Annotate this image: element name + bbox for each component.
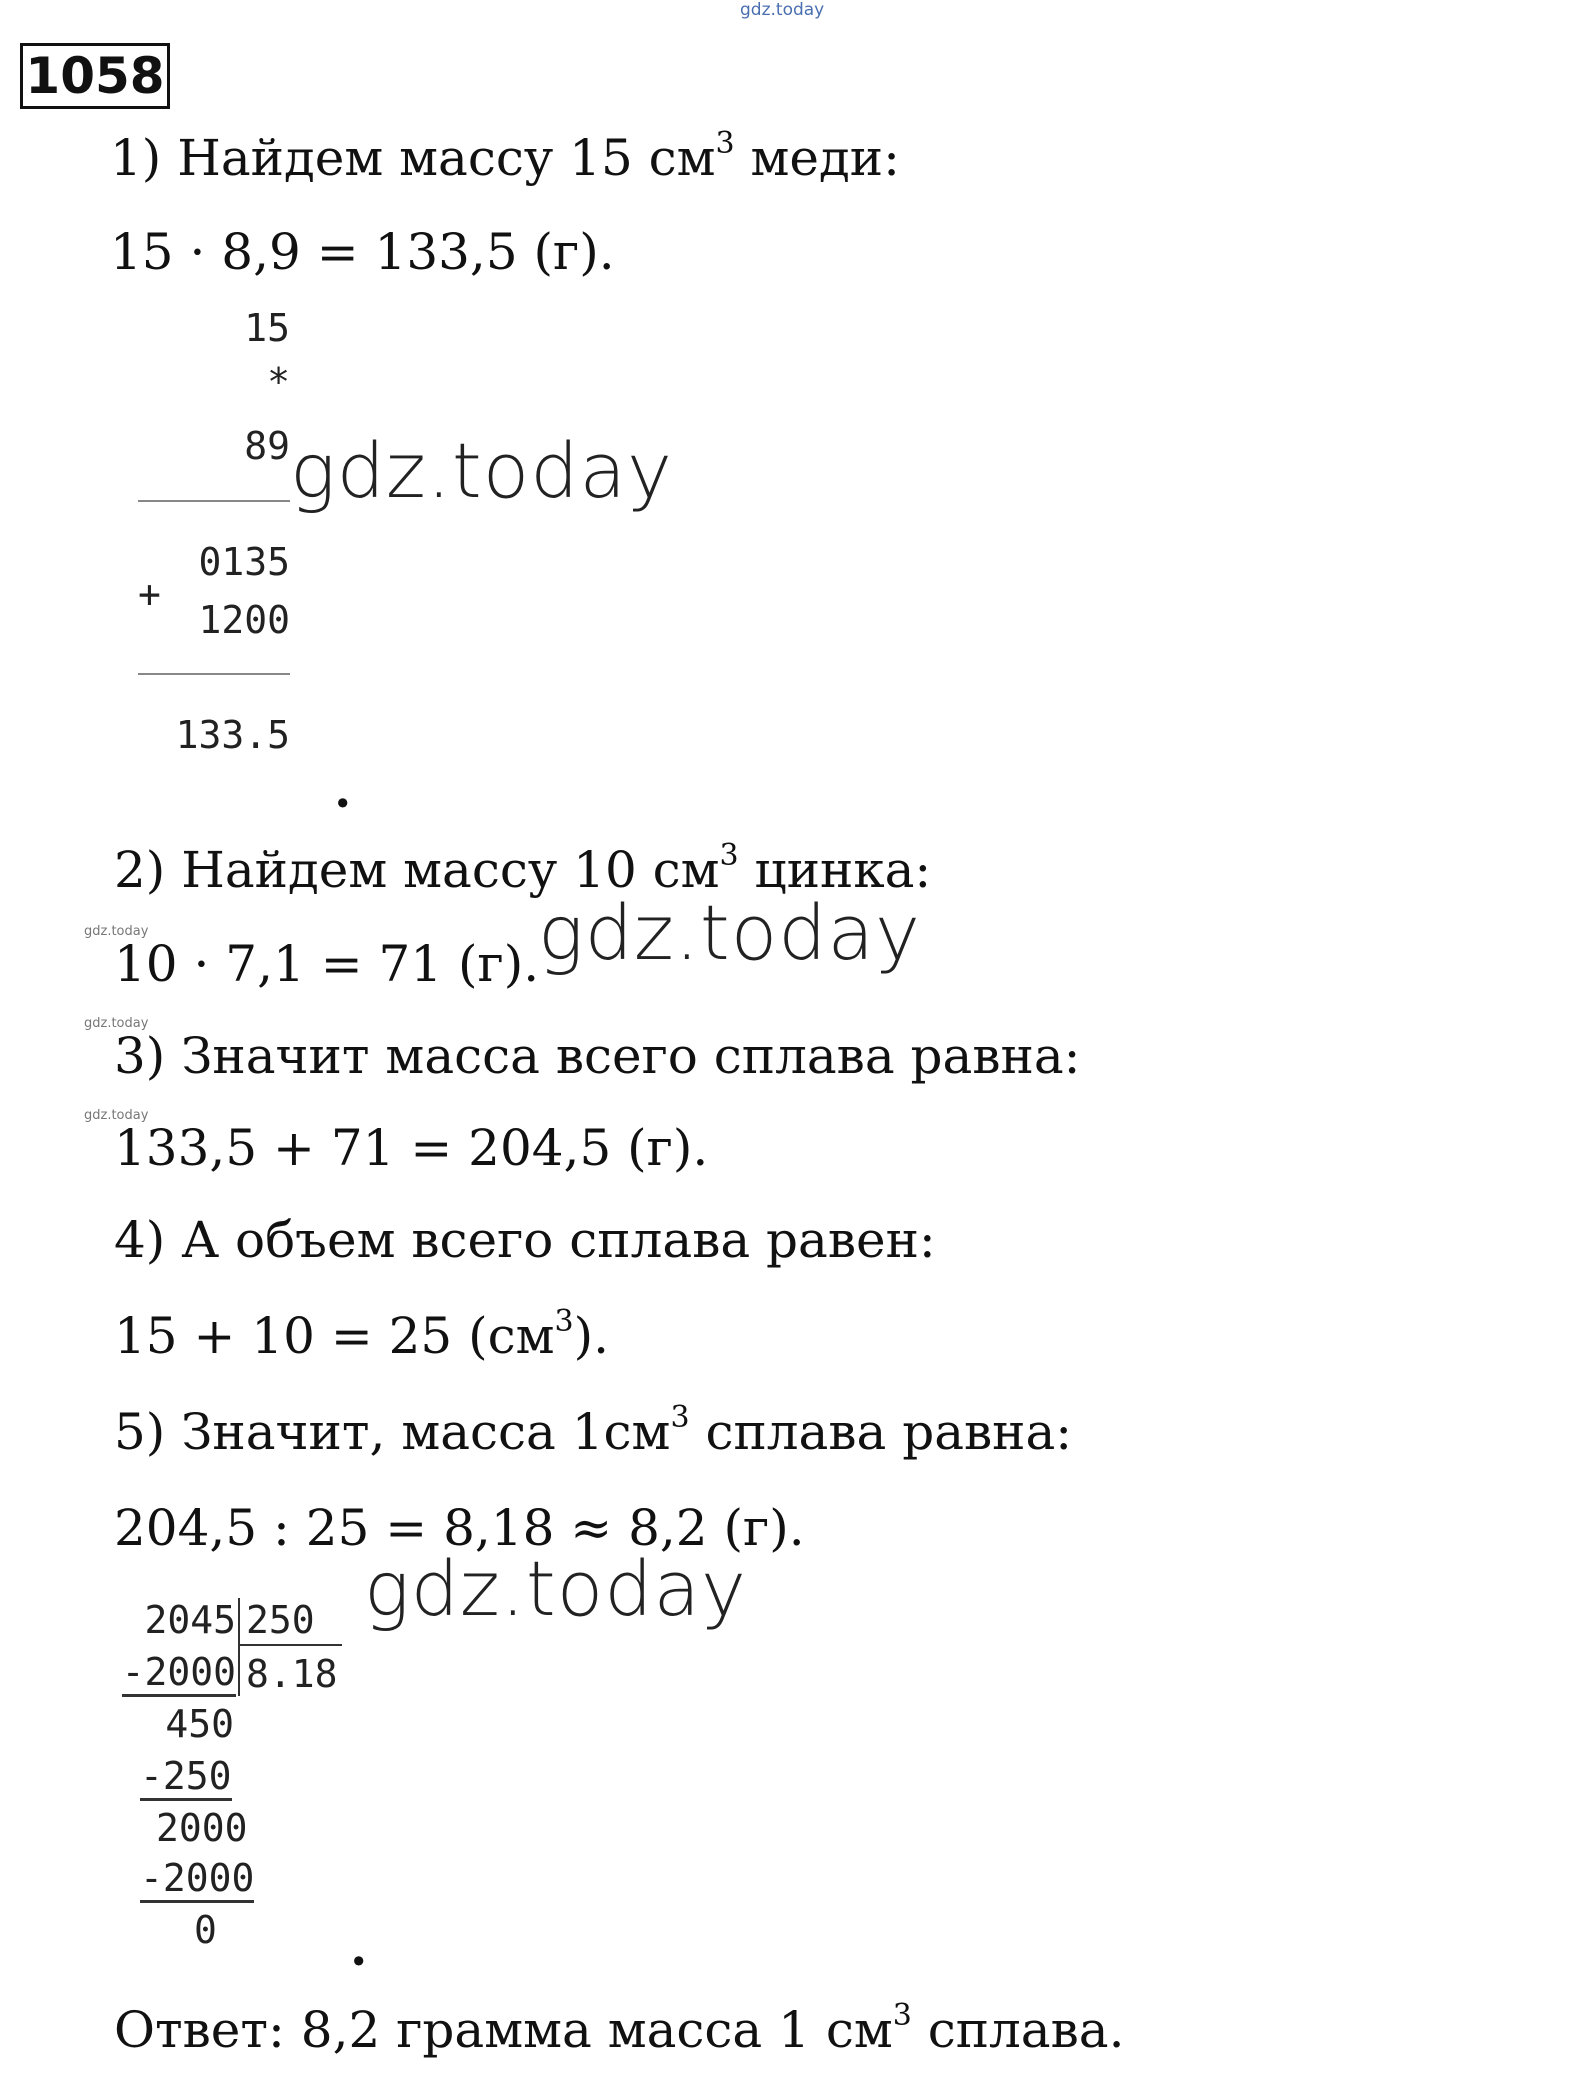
step-5-text: 5) Значит, масса $1см^3$ сплава равна:	[114, 1400, 1073, 1461]
mult-partial-1: 0135	[198, 540, 290, 584]
problem-number: 1058	[20, 43, 170, 109]
div-vertical-rule	[238, 1598, 240, 1696]
watermark-small-2: gdz.today	[84, 1016, 149, 1031]
mult-plus-sign: +	[138, 572, 161, 616]
div-dividend: 2045	[144, 1598, 236, 1642]
mult-factor-a: 15	[244, 306, 290, 350]
step-4-text: 4) А объем всего сплава равен:	[114, 1211, 936, 1269]
watermark-gdz-2: gdz.today	[538, 888, 921, 977]
div-row-3: -250	[140, 1754, 232, 1798]
watermark-gdz-1: gdz.today	[290, 426, 673, 515]
mult-factor-b: 89	[244, 424, 290, 468]
div-quotient: 8.18	[246, 1652, 338, 1696]
div-row-4: 2000	[156, 1806, 248, 1850]
watermark-small-3: gdz.today	[84, 1108, 149, 1123]
div-row-5: -2000	[140, 1856, 254, 1900]
step-1-text: 1) Найдем массу 15 $см^3$ меди:	[110, 126, 900, 187]
div-end-dot: .	[350, 1918, 368, 1977]
mult-end-dot: .	[334, 760, 352, 819]
div-divisor-rule	[240, 1644, 342, 1646]
mult-rule-1	[138, 500, 290, 502]
step-2-text: 2) Найдем массу 10 $см^3$ цинка:	[114, 838, 932, 899]
watermark-gdz-3: gdz.today	[364, 1544, 747, 1633]
watermark-small-1: gdz.today	[84, 924, 149, 939]
div-row-1: -2000	[116, 1650, 236, 1694]
step-3-calc: 133,5 + 71 = 204,5 (г).	[114, 1119, 709, 1177]
div-divisor: 250	[246, 1598, 315, 1642]
mult-partial-2: 1200	[198, 598, 290, 642]
watermark-top: gdz.today	[740, 0, 825, 20]
mult-result: 133.5	[175, 713, 290, 757]
step-3-text: 3) Значит масса всего сплава равна:	[114, 1027, 1081, 1085]
div-row-2: 450	[165, 1702, 234, 1746]
answer-line: Ответ: 8,2 грамма масса 1 $см^3$ сплава.	[114, 1998, 1125, 2059]
mult-operator: *	[267, 360, 290, 404]
step-1-calc: 15 · 8,9 = 133,5 (г).	[110, 223, 615, 281]
step-4-calc: 15 + 10 = 25 $(см^3)$.	[114, 1304, 610, 1365]
div-row-6: 0	[194, 1908, 217, 1952]
step-2-calc: 10 · 7,1 = 71 (г).	[114, 935, 540, 993]
mult-rule-2	[138, 673, 290, 675]
step-5-calc: 204,5 : 25 = 8,18 ≈ 8,2 (г).	[114, 1499, 805, 1557]
